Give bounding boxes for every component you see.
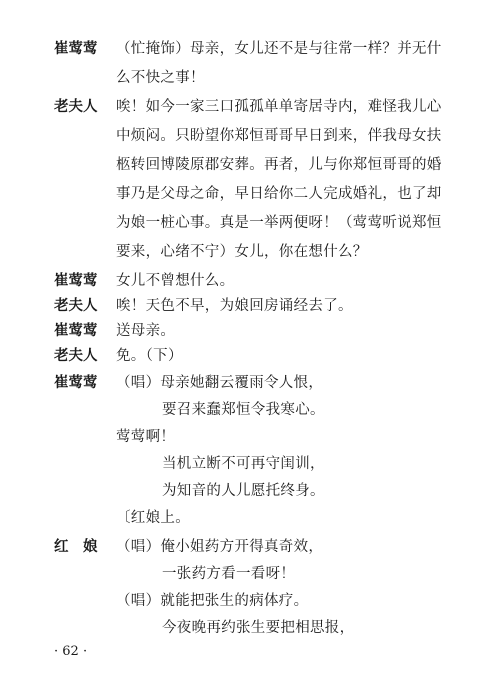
dialogue-line: 么不快之事！ xyxy=(116,70,205,86)
sung-line: （唱）就能把张生的病体疗。 xyxy=(116,593,309,609)
sung-line: 今夜晚再约张生要把相思报， xyxy=(162,620,355,636)
dialogue-line: 免。（下） xyxy=(116,348,183,364)
page-number: · 62 · xyxy=(54,644,88,659)
dialogue-line: 唉！如今一家三口孤孤单单寄居寺内，难怪我儿心 xyxy=(116,99,442,115)
dialogue-line: 柩转回博陵原郡安葬。再者，儿与你郑恒哥哥的婚 xyxy=(116,157,442,173)
speaker-label: 崔莺莺 xyxy=(54,40,98,57)
speaker-label: 老夫人 xyxy=(54,98,98,115)
dialogue-line: 为娘一桩心事。真是一举两便呀！（莺莺听说郑恒 xyxy=(116,215,442,231)
speaker-label: 崔莺莺 xyxy=(54,322,98,339)
dialogue-line: 中烦闷。只盼望你郑恒哥哥早日到来，伴我母女扶 xyxy=(116,128,442,144)
dialogue-line: （忙掩饰）母亲，女儿还不是与往常一样？并无什 xyxy=(116,41,442,57)
dialogue-line: 唉！天色不早，为娘回房诵经去了。 xyxy=(116,298,353,314)
dialogue-line: 送母亲。 xyxy=(116,323,176,339)
speaker-label: 崔莺莺 xyxy=(54,272,98,289)
sung-line: 当机立断不可再守闺训， xyxy=(162,456,325,472)
dialogue-line: 女儿不曾想什么。 xyxy=(116,273,235,289)
speaker-label: 崔莺莺 xyxy=(54,374,98,391)
dialogue-line: 事乃是父母之命，早日给你二人完成婚礼，也了却 xyxy=(116,186,442,202)
dialogue-line: 要来，心绪不宁）女儿，你在想什么？ xyxy=(116,244,368,260)
sung-line: （唱）母亲她翻云覆雨令人恨， xyxy=(116,375,324,391)
sung-line: 一张药方看一看呀！ xyxy=(162,566,296,582)
speaker-label: 红 娘 xyxy=(54,538,98,555)
sung-line: （唱）俺小姐药方开得真奇效， xyxy=(116,539,324,555)
speaker-label: 老夫人 xyxy=(54,347,98,364)
speaker-label: 老夫人 xyxy=(54,297,98,314)
dialogue-line: 莺莺啊！ xyxy=(116,429,176,445)
sung-line: 为知音的人儿愿托终身。 xyxy=(162,483,325,499)
sung-line: 要召来蠢郑恒令我寒心。 xyxy=(162,402,325,418)
stage-direction: 〔红娘上。 xyxy=(116,510,190,526)
